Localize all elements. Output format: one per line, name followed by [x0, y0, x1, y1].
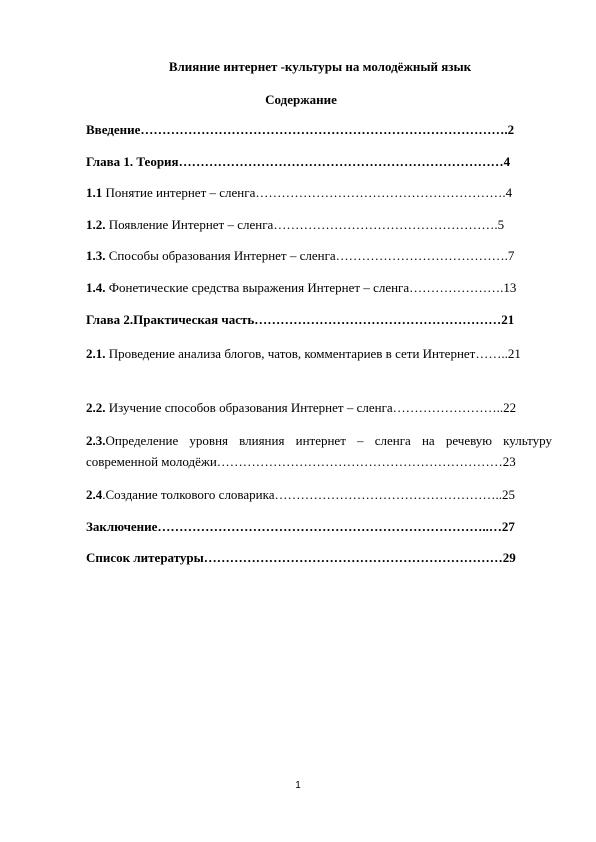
page-number: 1: [295, 780, 301, 791]
toc-entry-2-4: 2.4.Создание толкового словарика……………………………………………..25: [86, 487, 516, 502]
toc-entry-2-1: 2.1. Проведение анализа блогов, чатов, комментариев в сети Интернет……..21: [86, 346, 521, 361]
toc-entry-2-3: 2.3.Определение уровня влияния интернет – сленга на речевую культуру современной молодёжи…………………………………………………………23: [86, 433, 552, 469]
toc-entry-chapter-2: Глава 2.Практическая часть…………………………………………………21: [86, 312, 515, 327]
toc-entry-2-2: 2.2. Изучение способов образования Интернет – сленга……………………..22: [86, 400, 517, 415]
toc-entry-references: Список литературы……………………………………………………………29: [86, 550, 516, 565]
toc-entry-1-4: 1.4. Фонетические средства выражения Интернет – сленга………………….13: [86, 280, 517, 295]
document-title: Влияние интернет -культуры на молодёжный язык: [168, 59, 472, 74]
toc-entry-conclusion: Заключение…………………………………………………………………..…27: [86, 519, 515, 534]
toc-entry-introduction: Введение………………………………………………………………………….2: [86, 122, 515, 137]
toc-heading: Содержание: [265, 92, 337, 107]
toc-entry-1-2: 1.2. Появление Интернет – сленга…………………………………………….5: [86, 217, 505, 232]
toc-entry-chapter-1: Глава 1. Теория…………………………………………………………………4: [86, 154, 511, 169]
toc-entry-1-1: 1.1 Понятие интернет – сленга………………………………………………….4: [86, 185, 513, 200]
toc-entry-1-3: 1.3. Способы образования Интернет – сленга………………………………….7: [86, 248, 515, 263]
